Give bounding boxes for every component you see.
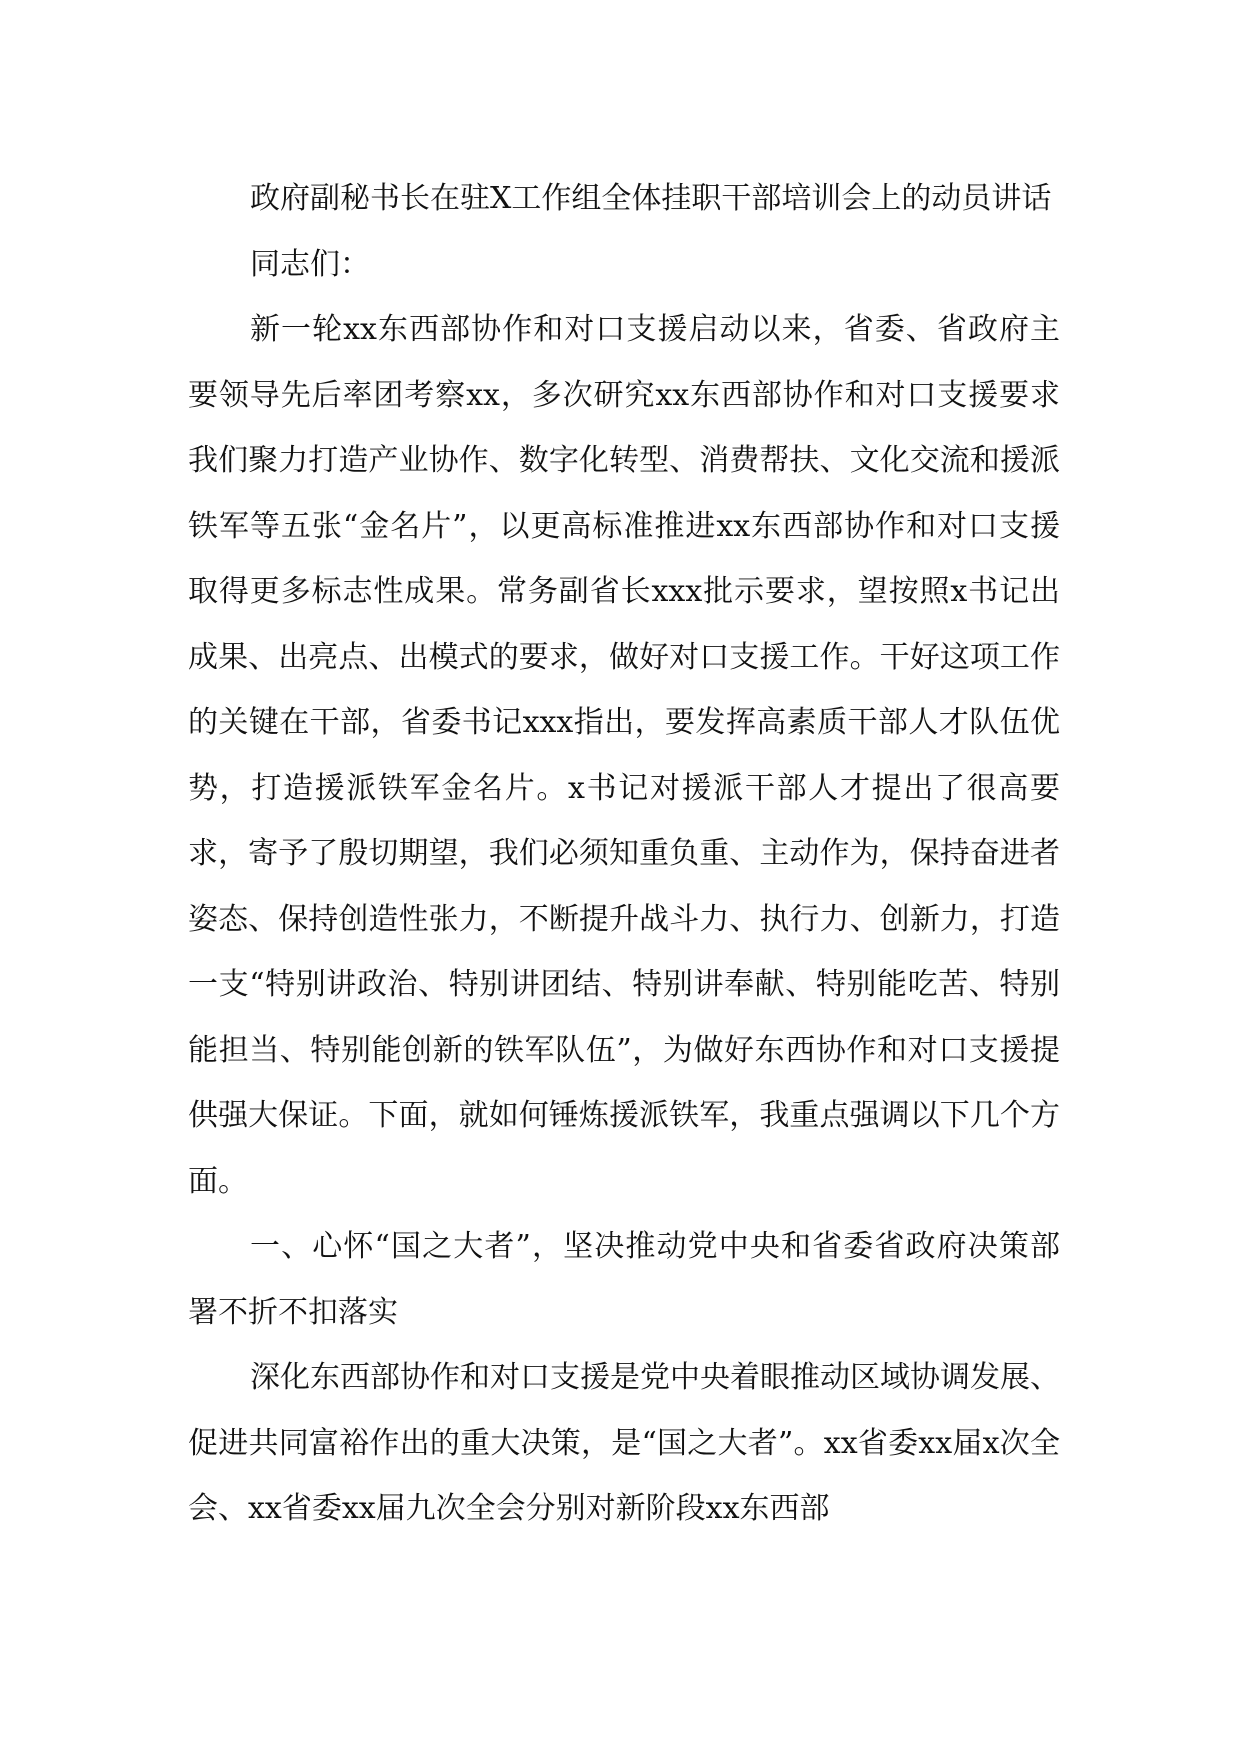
document-title: 政府副秘书长在驻X工作组全体挂职干部培训会上的动员讲话 — [250, 181, 1052, 216]
body-paragraph-1: 新一轮xx东西部协作和对口支援启动以来，省委、省政府主要领导先后率团考察xx，多次研究xx东西部协作和对口支援要求我们聚力打造产业协作、数字化转型、消费帮扶、文化交流和援派铁军等五张“金名片”，以更高标准推进xx东西部协作和对口支援取得更多标志性成果。常务副省长xxx批示要求，望按照x书记出成果、出亮点、出模式的要求，做好对口支援工作。干好这项工作的关键在干部，省委书记xxx指出，要发挥高素质干部人才队伍优势，打造援派铁军金名片。x书记对援派干部人才提出了很高要求，寄予了殷切期望，我们必须知重负重、主动作为，保持奋进者姿态、保持创造性张力，不断提升战斗力、执行力、创新力，打造一支“特别讲政治、特别讲团结、特别讲奉献、特别能吃苦、特别能担当、特别能创新的铁军队伍”，为做好东西协作和对口支援提供强大保证。下面，就如何锤炼援派铁军，我重点强调以下几个方面。 — [188, 312, 1060, 1199]
body-paragraph-2: 深化东西部协作和对口支援是党中央着眼推动区域协调发展、促进共同富裕作出的重大决策，是“国之大者”。xx省委xx届x次全会、xx省委xx届九次全会分别对新阶段xx东西部 — [188, 1360, 1060, 1526]
salutation: 同志们： — [250, 246, 370, 282]
document-body — [188, 166, 1060, 1542]
section-heading-1: 一、心怀“国之大者”，坚决推动党中央和省委省政府决策部署不折不扣落实 — [188, 1229, 1060, 1330]
